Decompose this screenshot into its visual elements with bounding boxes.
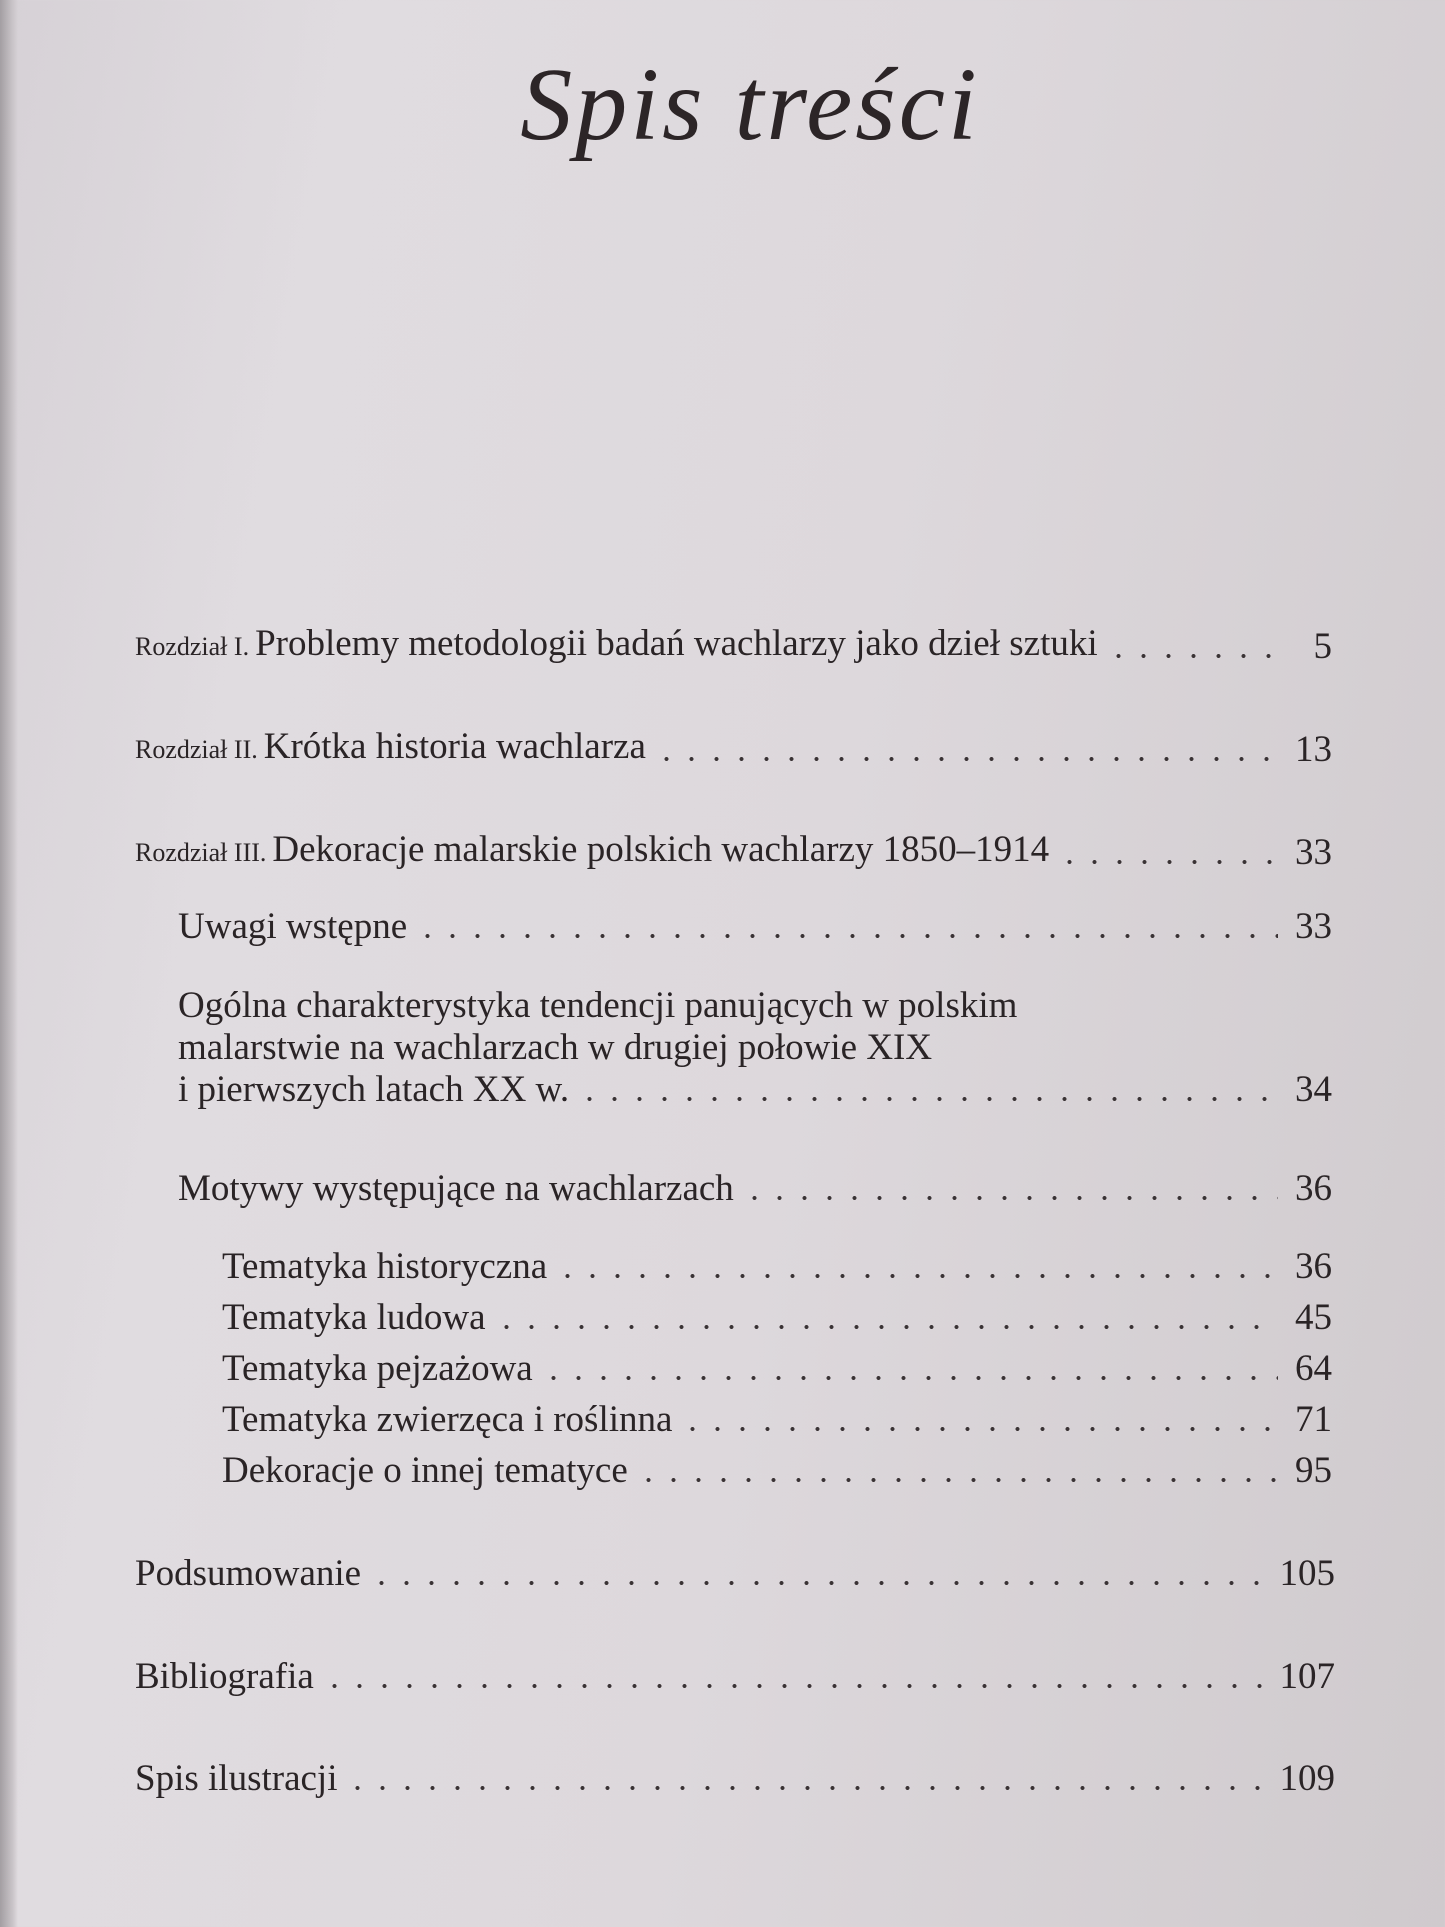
entry-page-number: 36	[1295, 1246, 1332, 1287]
dot-leader	[636, 1476, 1278, 1484]
entry-label-line-3: i pierwszych latach XX w.	[178, 1069, 570, 1110]
dot-leader	[680, 1425, 1278, 1433]
dot-leader	[369, 1579, 1269, 1587]
toc-entry-dekoracje-inne[interactable]	[222, 1450, 1332, 1492]
dot-leader	[1057, 858, 1278, 866]
entry-page-number: 5	[1313, 626, 1332, 667]
entry-label: Krótka historia wachlarza	[263, 726, 646, 767]
entry-page-number: 33	[1295, 832, 1332, 873]
entry-page-number: 71	[1295, 1399, 1332, 1440]
entry-page-number: 64	[1295, 1348, 1332, 1389]
entry-page-number: 45	[1295, 1297, 1332, 1338]
entry-label: Dekoracje malarskie polskich wachlarzy 1850–1914	[272, 829, 1050, 870]
entry-page-number: 34	[1295, 1069, 1332, 1110]
entry-page-number: 33	[1295, 906, 1332, 947]
dot-leader	[322, 1682, 1270, 1690]
toc-entry-motywy[interactable]	[178, 1168, 1332, 1210]
toc-entry-chapter-1[interactable]	[135, 623, 1332, 668]
page-title: Spis treści	[520, 47, 980, 162]
toc-entry-spis-ilustracji[interactable]	[135, 1758, 1335, 1800]
entry-label: Bibliografia	[135, 1656, 314, 1697]
toc-entry-podsumowanie[interactable]	[135, 1553, 1335, 1595]
dot-leader	[742, 1194, 1278, 1202]
toc-entry-tematyka-pejzazowa[interactable]	[222, 1348, 1332, 1390]
dot-leader	[654, 755, 1278, 763]
entry-label: Tematyka historyczna	[222, 1246, 548, 1287]
chapter-prefix: Rozdział II.	[135, 735, 258, 764]
dot-leader	[541, 1374, 1278, 1382]
entry-label-line-1: Ogólna charakterystyka tendencji panujących w polskim	[178, 985, 1018, 1026]
dot-leader	[494, 1323, 1278, 1331]
entry-page-number: 95	[1295, 1450, 1332, 1491]
chapter-prefix: Rozdział I.	[135, 632, 250, 661]
chapter-prefix: Rozdział III.	[135, 838, 267, 867]
dot-leader	[415, 932, 1278, 940]
entry-label: Tematyka ludowa	[222, 1297, 486, 1338]
dot-leader	[1106, 652, 1278, 660]
entry-page-number: 107	[1279, 1656, 1335, 1697]
toc-entry-tematyka-historyczna[interactable]	[222, 1246, 1332, 1288]
toc-entry-ogolna-charakterystyka[interactable]	[178, 985, 1332, 1111]
entry-page-number: 105	[1279, 1553, 1335, 1594]
entry-label: Uwagi wstępne	[178, 906, 408, 947]
toc-entry-tematyka-ludowa[interactable]	[222, 1297, 1332, 1339]
entry-label: Motywy występujące na wachlarzach	[178, 1168, 734, 1209]
entry-label: Spis ilustracji	[135, 1758, 338, 1799]
toc-entry-bibliografia[interactable]	[135, 1656, 1335, 1698]
entry-page-number: 109	[1279, 1758, 1335, 1799]
entry-label: Problemy metodologii badań wachlarzy jako dzieł sztuki	[255, 623, 1098, 664]
entry-page-number: 13	[1295, 729, 1332, 770]
entry-label: Tematyka pejzażowa	[222, 1348, 533, 1389]
toc-entry-chapter-3[interactable]	[135, 829, 1332, 874]
dot-leader	[577, 1095, 1278, 1103]
toc-entry-tematyka-zwierzeca[interactable]	[222, 1399, 1332, 1441]
toc-entry-chapter-2[interactable]	[135, 726, 1332, 771]
entry-label: Dekoracje o innej tematyce	[222, 1450, 628, 1491]
dot-leader	[555, 1272, 1278, 1280]
entry-label-line-2: malarstwie na wachlarzach w drugiej połowie XIX	[178, 1027, 933, 1068]
entry-page-number: 36	[1295, 1168, 1332, 1209]
entry-label: Podsumowanie	[135, 1553, 362, 1594]
dot-leader	[345, 1784, 1269, 1792]
toc-entry-uwagi-wstepne[interactable]	[178, 906, 1332, 948]
entry-label: Tematyka zwierzęca i roślinna	[222, 1399, 673, 1440]
